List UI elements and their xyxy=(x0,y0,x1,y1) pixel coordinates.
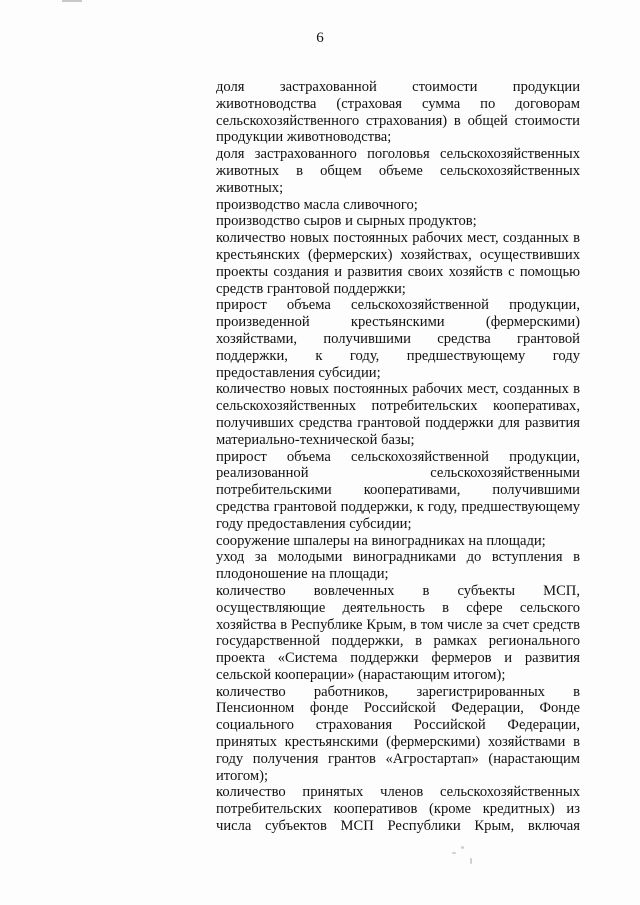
scan-smudge xyxy=(470,858,472,864)
list-item: производство сыров и сырных продуктов; xyxy=(216,213,477,230)
page-number: 6 xyxy=(316,30,324,46)
list-item: количество новых постоянных рабочих мест, созданных в сельскохозяйственных потребительских кооперативах, получивших средства грантовой поддержки для развития материально-технической базы; xyxy=(216,381,580,448)
scan-smudge xyxy=(452,852,456,854)
indicator-list xyxy=(216,79,580,835)
list-item: уход за молодыми виноградниками до вступления в плодоношение на площади; xyxy=(216,549,580,583)
list-item: количество новых постоянных рабочих мест, созданных в крестьянских (фермерских) хозяйствах, осуществивших проекты создания и развития своих хозяйств с помощью средств грантовой поддержки; xyxy=(216,230,580,297)
scan-artifact xyxy=(62,0,82,2)
list-item: прирост объема сельскохозяйственной продукции, произведенной крестьянскими (фермерскими) хозяйствами, получившими средства грантовой поддержки, к году, предшествующему году предоставления субсидии; xyxy=(216,297,580,381)
list-item: доля застрахованной стоимости продукции животноводства (страховая сумма по договорам сельскохозяйственного страхования) в общей стоимости продукции животноводства; xyxy=(216,79,580,146)
list-item: количество работников, зарегистрированных в Пенсионном фонде Российской Федерации, Фонде социального страхования Российской Федерации, принятых крестьянскими (фермерскими) хозяйствами в году получения грантов «Агростартап» (нарастающим итогом); xyxy=(216,683,580,784)
list-item: количество принятых членов сельскохозяйственных потребительских кооперативов (кроме кредитных) из числа субъектов МСП Республики Крым, включая xyxy=(216,784,580,835)
list-item: прирост объема сельскохозяйственной продукции, реализованной сельскохозяйственными потребительскими кооперативами, получившими средства грантовой поддержки, к году, предшествующему году предоставления субсидии; xyxy=(216,448,580,532)
list-item: доля застрахованного поголовья сельскохозяйственных животных в общем объеме сельскохозяйственных животных; xyxy=(216,146,580,196)
list-item: количество вовлеченных в субъекты МСП, осуществляющие деятельность в сфере сельского хозяйства в Республике Крым, в том числе за счет средств государственной поддержки, в рамках регионального проекта «Система поддержки фермеров и развития сельской кооперации» (нарастающим итогом); xyxy=(216,582,580,683)
list-item: сооружение шпалеры на виноградниках на площади; xyxy=(216,532,546,549)
scan-smudge xyxy=(461,846,464,849)
list-item: производство масла сливочного; xyxy=(216,196,418,213)
